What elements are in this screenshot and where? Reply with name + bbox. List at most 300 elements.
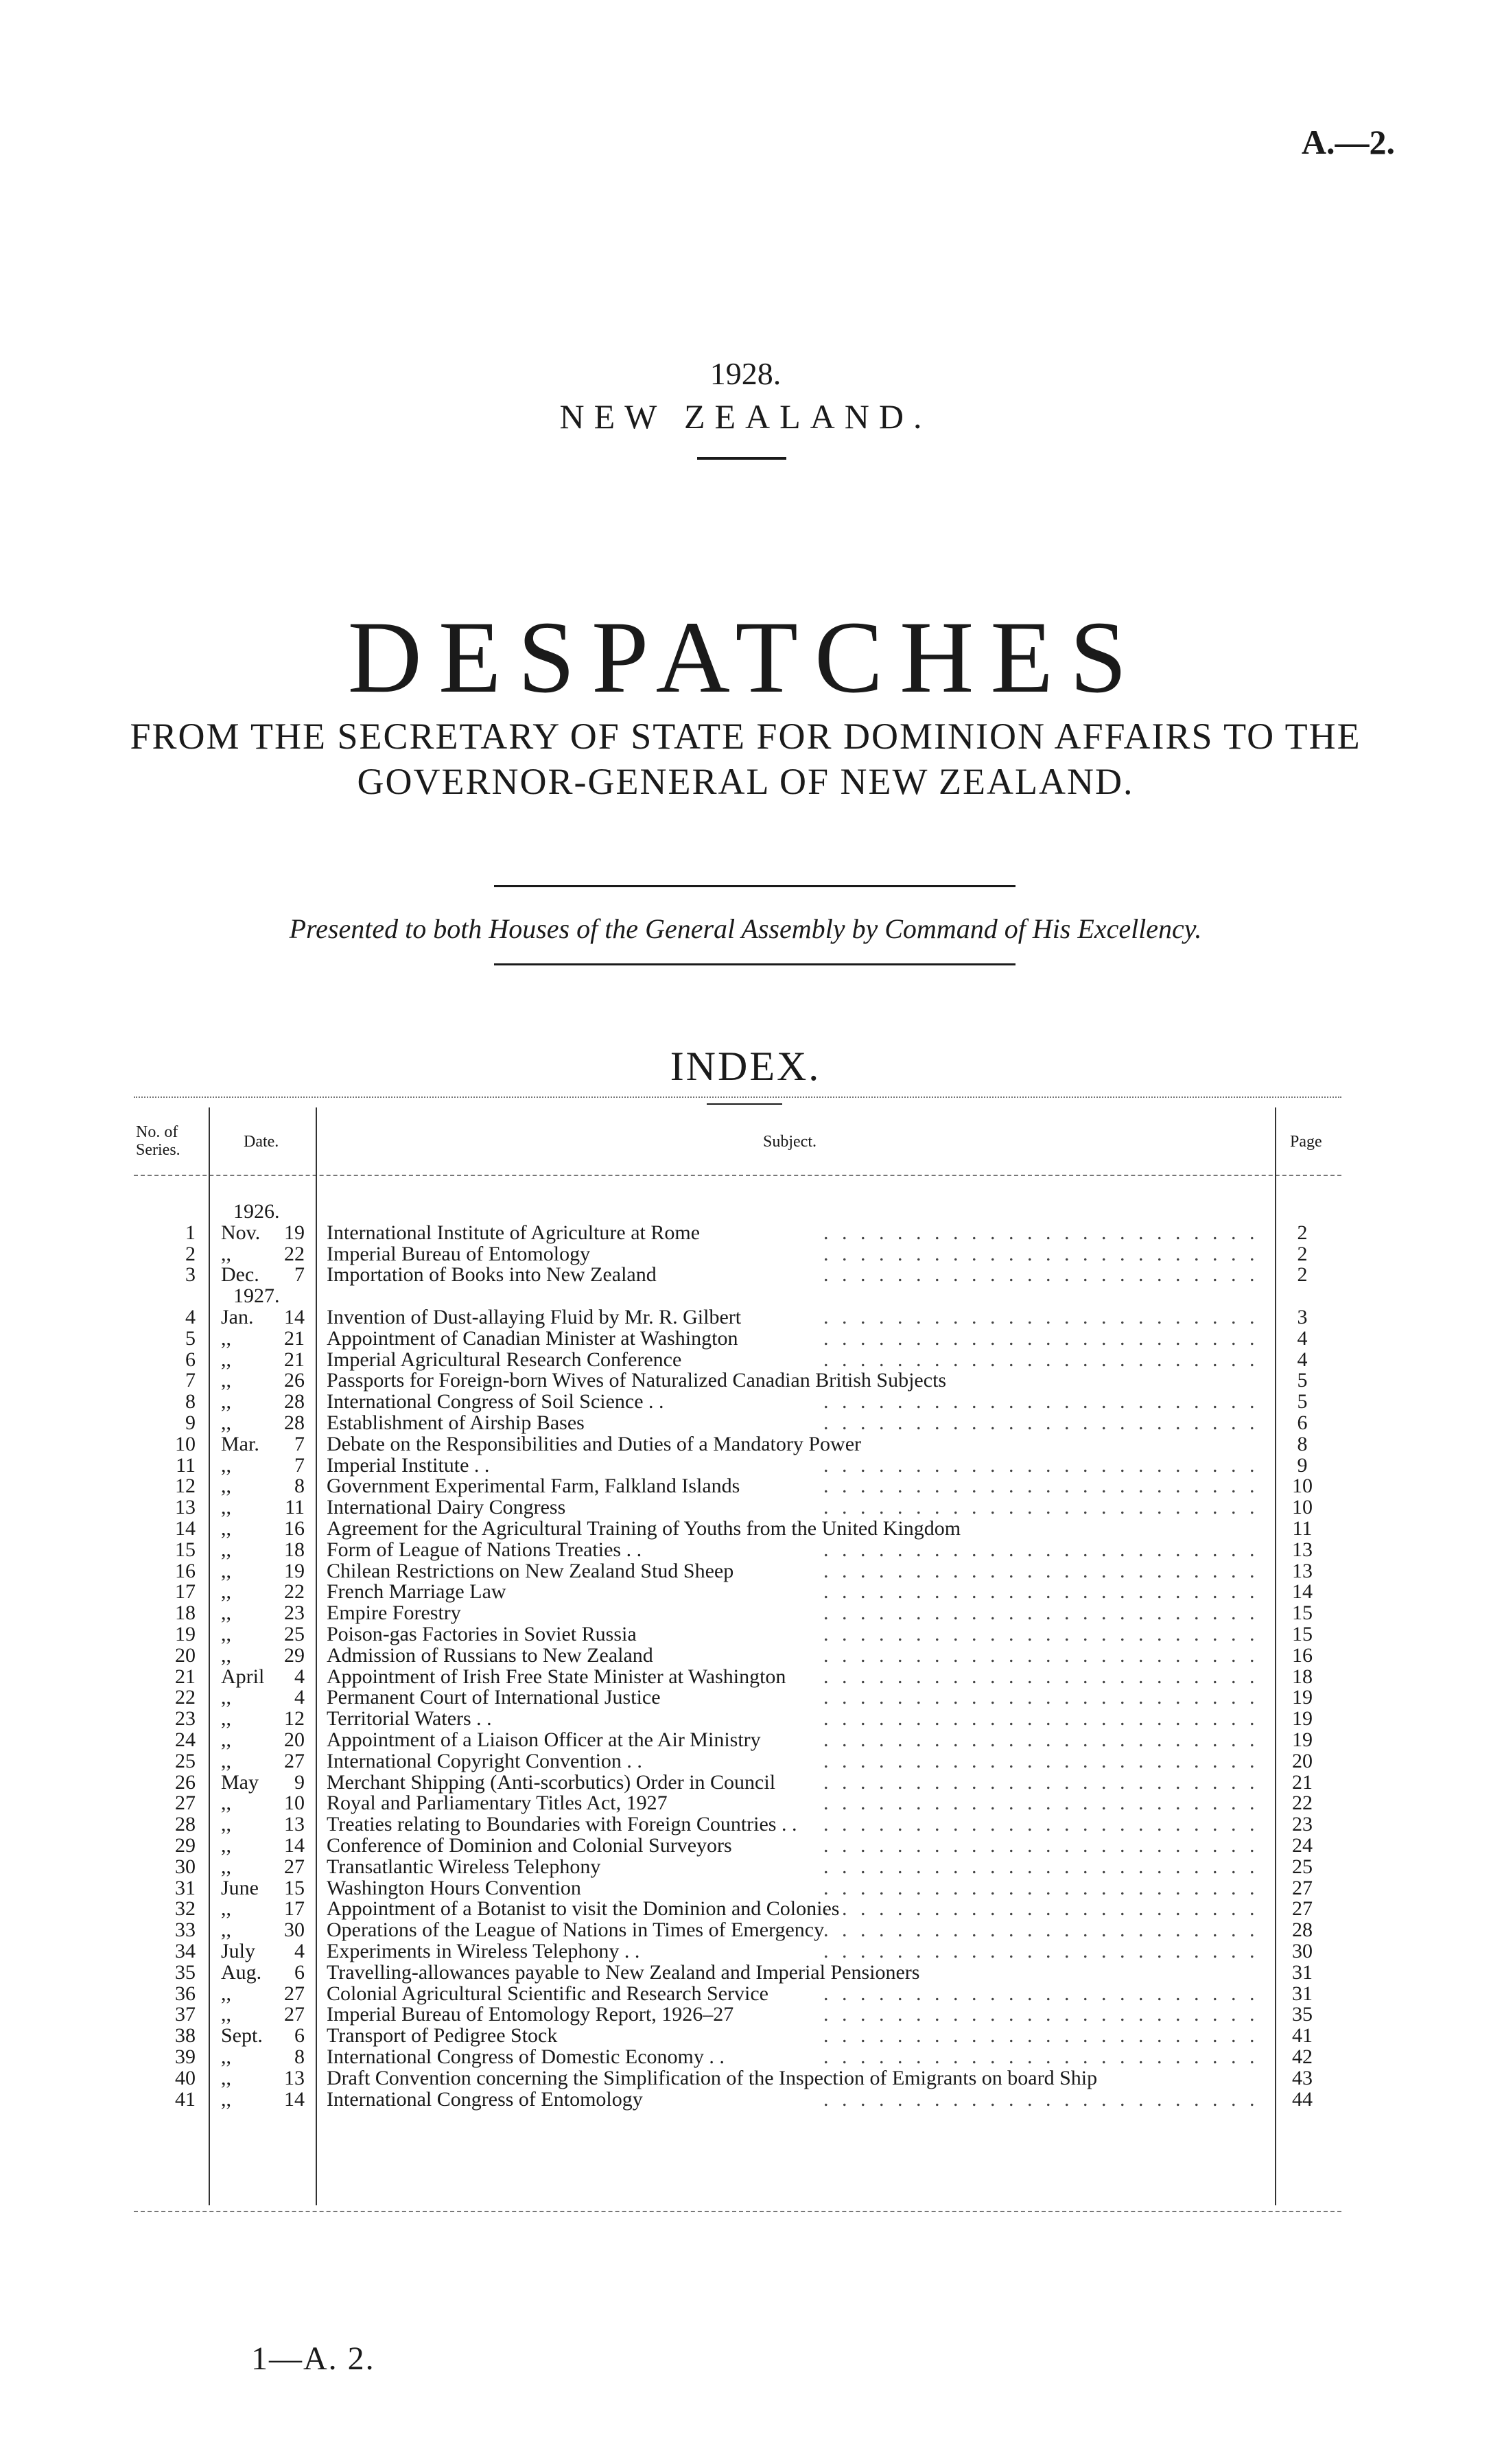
page-number: 15	[1292, 1623, 1313, 1645]
subject: Imperial Agricultural Research Conference	[327, 1348, 682, 1371]
date-month: ,,	[221, 1411, 231, 1434]
date-day: 4	[294, 1665, 305, 1688]
date-day: 9	[294, 1770, 305, 1794]
date-month: ,,	[221, 1792, 231, 1815]
table-row	[0, 1688, 1491, 1707]
date-month: ,,	[221, 1728, 231, 1751]
date-day: 6	[294, 2024, 305, 2048]
subject: Agreement for the Agricultural Training of Youths from the United Kingdom	[327, 1517, 961, 1540]
date-month: ,,	[221, 1897, 231, 1921]
date-day: 20	[284, 1728, 305, 1751]
table-row	[0, 1984, 1491, 2004]
subject: International Dairy Congress	[327, 1496, 566, 1519]
table-row	[0, 2066, 1491, 2089]
date-month: ,,	[221, 2087, 231, 2111]
table-row	[0, 1625, 1491, 1644]
year: 1928.	[709, 356, 782, 391]
dot-leader: . . . . . . . . . . . . . . . . . . . . . . . .	[823, 1455, 1259, 1475]
table-row	[0, 1921, 1491, 1940]
date-month: ,,	[221, 1580, 231, 1604]
date-month: ,,	[221, 2066, 231, 2089]
dot-leader: . . . . . . . . . . . . . . . . . . . . . . . .	[823, 1223, 1259, 1243]
page-number: 15	[1292, 1601, 1313, 1625]
dot-leader: . . . . . . . . . . . . . . . . . . . . . . . .	[823, 1604, 1259, 1623]
dot-leader: . . . . . . . . . . . . . . . . . . . . . . . .	[823, 1709, 1259, 1729]
dot-leader: . . . . . . . . . . . . . . . . . . . . . . . .	[823, 1328, 1259, 1348]
table-row	[0, 1392, 1491, 1411]
dot-leader: . . . . . . . . . . . . . . . . . . . . . . . .	[823, 1582, 1259, 1602]
page-number: 23	[1292, 1813, 1313, 1836]
page-number: 31	[1292, 1982, 1313, 2005]
series-number: 3	[185, 1263, 196, 1287]
date-day: 6	[294, 1960, 305, 1984]
date-day: 4	[294, 1940, 305, 1962]
subject: Operations of the League of Nations in Times of Emergency	[327, 1919, 825, 1942]
date-month: ,,	[221, 1242, 231, 1265]
subject: Appointment of Canadian Minister at Washington	[327, 1326, 738, 1350]
series-number: 30	[175, 1855, 196, 1878]
dot-leader: . . . . . . . . . . . . . . . . . . . . . . . .	[823, 2026, 1259, 2046]
date-month: June	[221, 1876, 259, 1899]
page-number: 30	[1292, 1940, 1313, 1962]
series-number: 17	[175, 1580, 196, 1604]
column-header-subject: Subject.	[763, 1133, 817, 1151]
dot-leader: . . . . . . . . . . . . . . . . . . . . . . . .	[823, 1751, 1259, 1771]
series-number: 37	[175, 2003, 196, 2026]
date-day: 22	[284, 1242, 305, 1265]
subject: Appointment of Irish Free State Minister at Washington	[327, 1665, 786, 1688]
series-number: 36	[175, 1982, 196, 2005]
date-month: Sept.	[221, 2024, 263, 2048]
subject: Merchant Shipping (Anti-scorbutics) Order in Council	[327, 1770, 776, 1794]
date-day: 28	[284, 1390, 305, 1413]
date-day: 30	[284, 1919, 305, 1942]
date-day: 18	[284, 1538, 305, 1561]
dot-leader: . . . . . . . . . . . . . . . . . . . . . . . .	[823, 1498, 1259, 1518]
main-title: DESPATCHES	[347, 600, 1144, 714]
subject: Importation of Books into New Zealand	[327, 1263, 657, 1287]
page-number: 21	[1292, 1770, 1313, 1794]
date-month: ,,	[221, 2045, 231, 2068]
date-day: 19	[284, 1221, 305, 1244]
table-row	[0, 1960, 1491, 1984]
date-day: 27	[284, 1855, 305, 1878]
date-month: ,,	[221, 1475, 231, 1498]
page-number: 27	[1292, 1876, 1313, 1899]
date-month: ,,	[221, 1982, 231, 2005]
table-row	[0, 1477, 1491, 1496]
table-row	[0, 1857, 1491, 1877]
series-number: 25	[175, 1749, 196, 1772]
date-month: Nov.	[221, 1221, 261, 1244]
series-number: 13	[175, 1496, 196, 1519]
page-number: 19	[1292, 1707, 1313, 1730]
series-number: 16	[175, 1559, 196, 1582]
page-number: 2	[1297, 1263, 1308, 1287]
table-row	[0, 1942, 1491, 1961]
date-day: 14	[284, 1306, 305, 1328]
subject: International Institute of Agriculture at Rome	[327, 1221, 701, 1244]
page-number: 28	[1292, 1919, 1313, 1942]
subject: Establishment of Airship Bases	[327, 1411, 585, 1434]
page-number: 13	[1292, 1538, 1313, 1561]
date-month: July	[221, 1940, 256, 1962]
series-number: 41	[175, 2087, 196, 2111]
dot-leader: . . . . . . . . . . . . . . . . . . . . . . . .	[823, 1645, 1259, 1665]
table-row	[0, 1223, 1491, 1243]
page-number: 4	[1297, 1326, 1308, 1350]
date-day: 23	[284, 1601, 305, 1625]
page-number: 41	[1292, 2024, 1313, 2048]
subject: Imperial Institute . .	[327, 1453, 490, 1477]
subject: Conference of Dominion and Colonial Surveyors	[327, 1834, 732, 1857]
page-number: 9	[1297, 1453, 1308, 1477]
series-number: 1	[185, 1221, 196, 1244]
page-number: 2	[1297, 1242, 1308, 1265]
page-number: 19	[1292, 1728, 1313, 1751]
year-row	[0, 1202, 1491, 1221]
dot-leader: . . . . . . . . . . . . . . . . . . . . . . . .	[823, 1350, 1259, 1370]
series-number: 32	[175, 1897, 196, 1921]
date-month: ,,	[221, 1559, 231, 1582]
column-header-date: Date.	[244, 1133, 279, 1151]
table-row	[0, 2024, 1491, 2048]
subject: Draft Convention concerning the Simplification of the Inspection of Emigrants on board Ship	[327, 2066, 1098, 2089]
page-number: 31	[1292, 1960, 1313, 1984]
series-number: 22	[175, 1686, 196, 1709]
subject: Permanent Court of International Justice	[327, 1686, 661, 1709]
date-day: 7	[294, 1453, 305, 1477]
date-month: ,,	[221, 1453, 231, 1477]
date-day: 13	[284, 1813, 305, 1836]
date-day: 12	[284, 1707, 305, 1730]
series-number: 20	[175, 1643, 196, 1667]
dot-leader: . . . . . . . . . . . . . . . . . . . . . . . .	[823, 1413, 1259, 1433]
subject: Empire Forestry	[327, 1601, 461, 1625]
dot-leader: . . . . . . . . . . . . . . . . . . . . . . . .	[823, 1392, 1259, 1412]
subject: Imperial Bureau of Entomology Report, 1926–27	[327, 2003, 734, 2026]
series-number: 28	[175, 1813, 196, 1836]
page-number: 8	[1297, 1432, 1308, 1455]
dot-leader: . . . . . . . . . . . . . . . . . . . . . . . .	[823, 1308, 1259, 1327]
page-number: 25	[1292, 1855, 1313, 1878]
date-month: Aug.	[221, 1960, 262, 1984]
dot-leader: . . . . . . . . . . . . . . . . . . . . . . . .	[823, 1836, 1259, 1855]
date-day: 10	[284, 1792, 305, 1815]
subject: Poison-gas Factories in Soviet Russia	[327, 1623, 637, 1645]
series-number: 15	[175, 1538, 196, 1561]
date-day: 27	[284, 1982, 305, 2005]
dot-leader: . . . . . . . . . . . . . . . . . . . . . . . .	[823, 1667, 1259, 1687]
series-number: 21	[175, 1665, 196, 1688]
page-number: 24	[1292, 1834, 1313, 1857]
date-month: ,,	[221, 1623, 231, 1645]
date-day: 21	[284, 1348, 305, 1371]
index-title: INDEX.	[670, 1044, 821, 1089]
table-row	[0, 1601, 1491, 1625]
column-header-page: Page	[1290, 1133, 1322, 1151]
subject: Form of League of Nations Treaties . .	[327, 1538, 642, 1561]
series-number: 29	[175, 1834, 196, 1857]
page-number: 27	[1292, 1897, 1313, 1921]
page-number: 5	[1297, 1369, 1308, 1392]
page-number: 20	[1292, 1749, 1313, 1772]
table-row	[0, 1308, 1491, 1327]
table-row	[0, 1709, 1491, 1728]
table-row	[0, 1643, 1491, 1667]
series-number: 26	[175, 1770, 196, 1794]
page-number: 10	[1292, 1496, 1313, 1519]
series-number: 9	[185, 1411, 196, 1434]
series-number: 4	[185, 1306, 196, 1328]
table-row	[0, 1815, 1491, 1834]
date-month: ,,	[221, 1707, 231, 1730]
date-day: 27	[284, 2003, 305, 2026]
table-row	[0, 1432, 1491, 1455]
country-heading: NEW ZEALAND.	[559, 397, 932, 436]
series-number: 33	[175, 1919, 196, 1942]
series-number: 5	[185, 1326, 196, 1350]
date-month: Dec.	[221, 1263, 259, 1287]
date-month: Jan.	[221, 1306, 254, 1328]
presented-statement: Presented to both Houses of the General Assembly by Command of His Excellency.	[289, 913, 1202, 944]
subject: Appointment of a Liaison Officer at the Air Ministry	[327, 1728, 761, 1751]
date-month: ,,	[221, 1369, 231, 1392]
subtitle-line-1: FROM THE SECRETARY OF STATE FOR DOMINION AFFAIRS TO THE	[130, 716, 1361, 757]
page-number: 43	[1292, 2066, 1313, 2089]
table-row	[0, 1899, 1491, 1919]
dot-leader: . . . . . . . . . . . . . . . . . . . . . . . .	[823, 1265, 1259, 1285]
page-number: 4	[1297, 1348, 1308, 1371]
subject: Government Experimental Farm, Falkland Islands	[327, 1475, 740, 1498]
date-day: 7	[294, 1432, 305, 1455]
subject: Admission of Russians to New Zealand	[327, 1643, 653, 1667]
dot-leader: . . . . . . . . . . . . . . . . . . . . . . . .	[823, 1772, 1259, 1792]
subject: Travelling-allowances payable to New Zealand and Imperial Pensioners	[327, 1960, 920, 1984]
table-row	[0, 1559, 1491, 1582]
subject: International Congress of Entomology	[327, 2087, 643, 2111]
subtitle-line-2: GOVERNOR-GENERAL OF NEW ZEALAND.	[357, 761, 1134, 802]
dot-leader: . . . . . . . . . . . . . . . . . . . . . . . .	[823, 2048, 1259, 2067]
series-number: 7	[185, 1369, 196, 1392]
footer-signature: 1—A. 2.	[251, 2340, 375, 2377]
column-header-no-line1: No. of	[136, 1123, 178, 1141]
dot-leader: . . . . . . . . . . . . . . . . . . . . . . . .	[823, 2005, 1259, 2025]
table-row	[0, 1350, 1491, 1370]
dot-leader: . . . . . . . . . . . . . . . . . . . . . . . .	[823, 1878, 1259, 1898]
date-month: April	[221, 1665, 265, 1688]
page-number: 11	[1292, 1517, 1313, 1540]
table-row	[0, 1498, 1491, 1517]
date-day: 15	[284, 1876, 305, 1899]
table-row	[0, 1876, 1491, 1899]
date-month: ,,	[221, 1601, 231, 1625]
date-day: 26	[284, 1369, 305, 1392]
page-number: 14	[1292, 1580, 1313, 1604]
series-number: 14	[175, 1517, 196, 1540]
date-month: ,,	[221, 2003, 231, 2026]
subject: Washington Hours Convention	[327, 1876, 581, 1899]
dot-leader: . . . . . . . . . . . . . . . . . . . . . . . .	[823, 1561, 1259, 1581]
date-month: ,,	[221, 1855, 231, 1878]
date-day: 28	[284, 1411, 305, 1434]
date-day: 13	[284, 2066, 305, 2089]
subject: Transatlantic Wireless Telephony	[327, 1855, 601, 1878]
table-row	[0, 1794, 1491, 1813]
series-number: 40	[175, 2066, 196, 2089]
year-label: 1927.	[233, 1284, 280, 1308]
table-row	[0, 1667, 1491, 1687]
date-day: 16	[284, 1517, 305, 1540]
date-month: Mar.	[221, 1432, 259, 1455]
dot-leader: . . . . . . . . . . . . . . . . . . . . . . . .	[823, 1984, 1259, 2004]
date-day: 4	[294, 1686, 305, 1709]
subject: International Copyright Convention . .	[327, 1749, 642, 1772]
date-day: 22	[284, 1580, 305, 1604]
date-day: 11	[285, 1496, 305, 1519]
series-number: 2	[185, 1242, 196, 1265]
column-header-no-line2: Series.	[136, 1141, 180, 1159]
series-number: 31	[175, 1876, 196, 1899]
date-day: 29	[284, 1643, 305, 1667]
dot-leader: . . . . . . . . . . . . . . . . . . . . . . . .	[823, 1540, 1259, 1560]
page-number: 2	[1297, 1221, 1308, 1244]
dot-leader: . . . . . . . . . . . . . . . . . . . . . . . .	[823, 1730, 1259, 1750]
dot-leader: . . . . . . . . . . . . . . . . . . . . . . . .	[823, 1794, 1259, 1814]
series-number: 11	[176, 1453, 196, 1477]
table-row	[0, 1263, 1491, 1287]
series-number: 39	[175, 2045, 196, 2068]
dot-leader: . . . . . . . . . . . . . . . . . . . . . . . .	[823, 1921, 1259, 1940]
date-month: ,,	[221, 1326, 231, 1350]
date-day: 17	[284, 1897, 305, 1921]
series-number: 19	[175, 1623, 196, 1645]
date-month: ,,	[221, 1390, 231, 1413]
table-row	[0, 2005, 1491, 2024]
date-day: 14	[284, 1834, 305, 1857]
date-month: ,,	[221, 1496, 231, 1519]
page-number: 22	[1292, 1792, 1313, 1815]
table-row	[0, 2087, 1491, 2111]
series-number: 23	[175, 1707, 196, 1730]
date-month: ,,	[221, 1749, 231, 1772]
series-number: 10	[175, 1432, 196, 1455]
date-month: ,,	[221, 1538, 231, 1561]
date-month: ,,	[221, 1686, 231, 1709]
subject: French Marriage Law	[327, 1580, 506, 1604]
date-month: ,,	[221, 1348, 231, 1371]
page-number: 18	[1292, 1665, 1313, 1688]
subject: Imperial Bureau of Entomology	[327, 1242, 591, 1265]
table-row	[0, 1519, 1491, 1538]
date-day: 8	[294, 2045, 305, 2068]
page-number: 3	[1297, 1306, 1308, 1328]
date-month: ,,	[221, 1643, 231, 1667]
table-row	[0, 1413, 1491, 1433]
table-row	[0, 2045, 1491, 2068]
table-row	[0, 1580, 1491, 1604]
date-month: ,,	[221, 1813, 231, 1836]
table-row	[0, 1326, 1491, 1350]
dot-leader: . . . . . . . . . . . . . . . . . . . . . . . .	[823, 1857, 1259, 1877]
year-row	[0, 1284, 1491, 1308]
table-row	[0, 1540, 1491, 1560]
subject: International Congress of Domestic Economy . .	[327, 2045, 725, 2068]
subject: Passports for Foreign-born Wives of Naturalized Canadian British Subjects	[327, 1369, 947, 1392]
page-number: 42	[1292, 2045, 1313, 2068]
page-number: 5	[1297, 1390, 1308, 1413]
subject: Royal and Parliamentary Titles Act, 1927	[327, 1792, 668, 1815]
page-reference: A.—2.	[1301, 123, 1395, 161]
date-day: 21	[284, 1326, 305, 1350]
table-row	[0, 1836, 1491, 1855]
series-number: 27	[175, 1792, 196, 1815]
subject: Treaties relating to Boundaries with Foreign Countries . .	[327, 1813, 797, 1836]
dot-leader: . . . . . . . . . . . . . . . . . . . . . . . .	[823, 1688, 1259, 1708]
subject: Debate on the Responsibilities and Duties of a Mandatory Power	[327, 1432, 862, 1455]
table-row	[0, 1749, 1491, 1772]
subject: Transport of Pedigree Stock	[327, 2024, 558, 2048]
series-number: 38	[175, 2024, 196, 2048]
series-number: 6	[185, 1348, 196, 1371]
dot-leader: . . . . . . . . . . . . . . . . . . . . . . . .	[823, 1477, 1259, 1497]
subject: International Congress of Soil Science . .	[327, 1390, 664, 1413]
date-month: May	[221, 1770, 259, 1794]
date-month: ,,	[221, 1517, 231, 1540]
series-number: 18	[175, 1601, 196, 1625]
table-bottom-rule	[134, 2211, 1341, 2212]
table-row	[0, 1770, 1491, 1794]
subject: Appointment of a Botanist to visit the Dominion and Colonies	[327, 1897, 840, 1921]
year-label: 1926.	[233, 1200, 280, 1223]
date-day: 27	[284, 1749, 305, 1772]
series-number: 34	[175, 1940, 196, 1962]
date-day: 19	[284, 1559, 305, 1582]
dot-leader: . . . . . . . . . . . . . . . . . . . . . . . .	[823, 1244, 1259, 1264]
page-number: 6	[1297, 1411, 1308, 1434]
page-number: 13	[1292, 1559, 1313, 1582]
page-number: 35	[1292, 2003, 1313, 2026]
page-number: 19	[1292, 1686, 1313, 1709]
date-month: ,,	[221, 1919, 231, 1942]
subject: Experiments in Wireless Telephony . .	[327, 1940, 640, 1962]
subject: Chilean Restrictions on New Zealand Stud Sheep	[327, 1559, 734, 1582]
subject: Territorial Waters . .	[327, 1707, 492, 1730]
date-day: 7	[294, 1263, 305, 1287]
table-row	[0, 1242, 1491, 1265]
dot-leader: . . . . . . . . . . . . . . . . . . . . . . . .	[823, 1625, 1259, 1644]
page-number: 16	[1292, 1643, 1313, 1667]
series-number: 35	[175, 1960, 196, 1984]
dot-leader: . . . . . . . . . . . . . . . . . . . . . . . .	[823, 1942, 1259, 1961]
dot-leader: . . . . . . . . . . . . . . . . . . . . . . . .	[823, 1815, 1259, 1835]
subject: Invention of Dust-allaying Fluid by Mr. R. Gilbert	[327, 1306, 742, 1328]
series-number: 12	[175, 1475, 196, 1498]
page-number: 44	[1292, 2087, 1313, 2111]
table-row	[0, 1453, 1491, 1477]
series-number: 8	[185, 1390, 196, 1413]
table-row	[0, 1730, 1491, 1750]
date-day: 14	[284, 2087, 305, 2111]
series-number: 24	[175, 1728, 196, 1751]
table-row	[0, 1371, 1491, 1390]
date-day: 25	[284, 1623, 305, 1645]
date-day: 8	[294, 1475, 305, 1498]
dot-leader: . . . . . . . . . . . . . . . . . . . . . . . .	[823, 2089, 1259, 2109]
dot-leader: . . . . . . . . . . . . . . . . . . . . . . . .	[823, 1899, 1259, 1919]
page-number: 10	[1292, 1475, 1313, 1498]
subject: Colonial Agricultural Scientific and Research Service	[327, 1982, 768, 2005]
